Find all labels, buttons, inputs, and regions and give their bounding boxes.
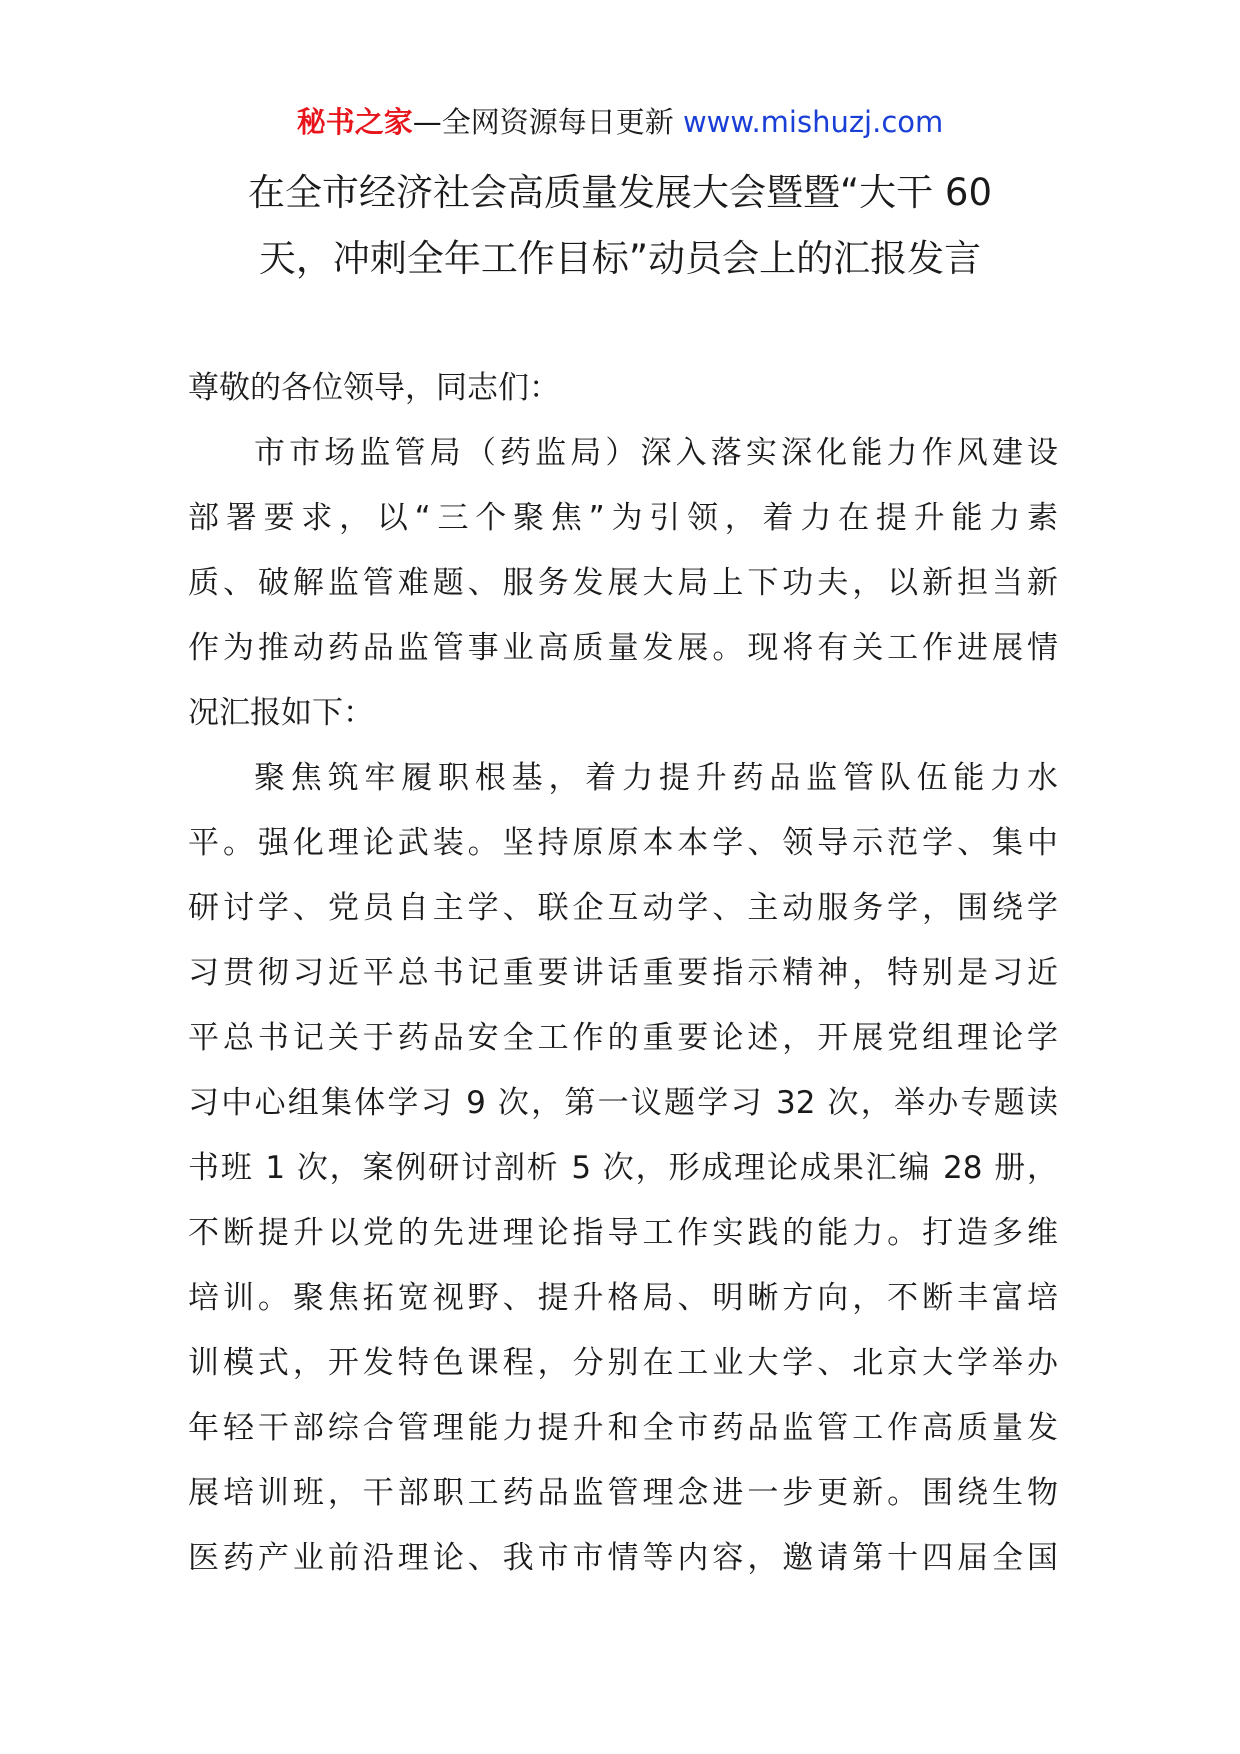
salutation: 尊敬的各位领导，同志们： [188,370,560,406]
title-line-1: 在全市经济社会高质量发展大会暨暨“大干 60 [247,171,992,214]
document-title [150,160,1090,292]
site-header [0,100,1240,144]
brand-name: 秘书之家 [296,105,413,139]
body-line: 平。强化理论武装。坚持原原本本学、领导示范学、集中 [188,825,1058,861]
document-body [188,356,1058,1591]
body-line: 训模式，开发特色课程，分别在工业大学、北京大学举办 [188,1345,1058,1381]
site-link[interactable]: www.mishuzj.com [682,105,944,139]
body-line: 作为推动药品监管事业高质量发展。现将有关工作进展情 [188,630,1058,666]
body-line: 培训。聚焦拓宽视野、提升格局、明晰方向，不断丰富培 [188,1280,1058,1316]
body-line: 展培训班，干部职工药品监管理念进一步更新。围绕生物 [188,1475,1058,1511]
body-line: 书班 1 次，案例研讨剖析 5 次，形成理论成果汇编 28 册， [188,1150,1058,1186]
body-line: 聚焦筑牢履职根基，着力提升药品监管队伍能力水 [254,760,1058,796]
body-line: 平总书记关于药品安全工作的重要论述，开展党组理论学 [188,1020,1058,1056]
body-line: 年轻干部综合管理能力提升和全市药品监管工作高质量发 [188,1410,1058,1446]
body-line: 研讨学、党员自主学、联企互动学、主动服务学，围绕学 [188,890,1058,926]
body-line: 市市场监管局（药监局）深入落实深化能力作风建设 [254,435,1058,471]
body-line: 习贯彻习近平总书记重要讲话重要指示精神，特别是习近 [188,955,1058,991]
header-tagline: —全网资源每日更新 [412,105,683,139]
body-line: 况汇报如下： [188,695,374,731]
body-line: 不断提升以党的先进理论指导工作实践的能力。打造多维 [188,1215,1058,1251]
title-line-2: 天，冲刺全年工作目标”动员会上的汇报发言 [258,237,982,280]
body-line: 医药产业前沿理论、我市市情等内容，邀请第十四届全国 [188,1540,1058,1576]
body-line: 质、破解监管难题、服务发展大局上下功夫，以新担当新 [188,565,1058,601]
body-line: 习中心组集体学习 9 次，第一议题学习 32 次，举办专题读 [188,1085,1058,1121]
body-line: 部署要求，以“三个聚焦”为引领，着力在提升能力素 [188,500,1058,536]
